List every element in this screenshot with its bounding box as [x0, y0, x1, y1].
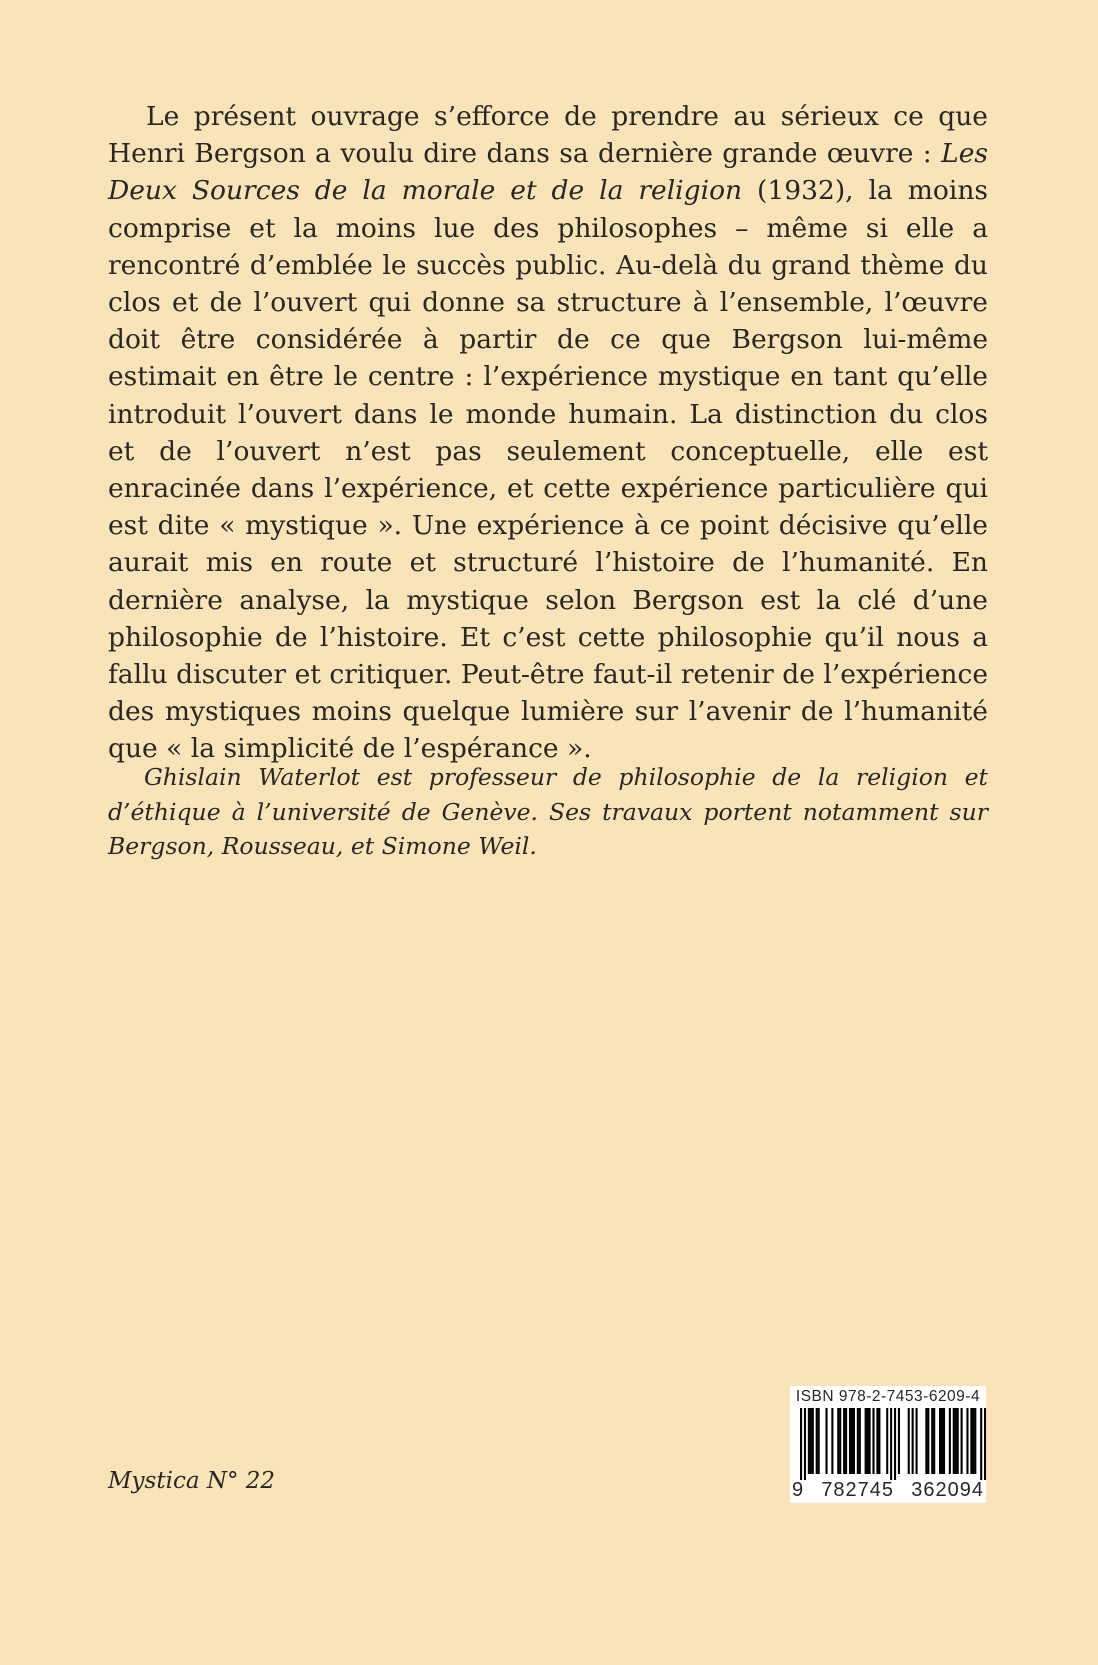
barcode-bar: [849, 1408, 851, 1474]
barcode-bar: [941, 1408, 943, 1474]
barcode-bar: [927, 1408, 929, 1474]
barcode-bar: [966, 1408, 968, 1474]
barcode-bar: [925, 1408, 927, 1474]
barcode-block: [790, 1386, 986, 1503]
barcode-bar: [955, 1408, 957, 1474]
barcode-bar: [931, 1408, 933, 1474]
barcode-bar: [808, 1408, 810, 1474]
barcode-bar: [898, 1408, 900, 1474]
barcode-digit-first: 9: [792, 1479, 805, 1501]
barcode-bar: [812, 1408, 814, 1474]
barcode-bar: [845, 1408, 847, 1474]
author-bio: Ghislain Waterlot est professeur de philosophie de la religion et d’éthique à l’université de Genève. Ses travaux portent notamment sur Bergson, Rousseau, et Simone Weil.: [108, 763, 988, 860]
isbn-label: ISBN 978-2-7453-6209-4: [795, 1388, 981, 1405]
barcode-bar: [980, 1408, 982, 1480]
barcode-bar: [818, 1408, 820, 1474]
summary-paragraph: [108, 98, 988, 768]
barcode-bar: [859, 1408, 861, 1474]
barcode-bar: [970, 1408, 972, 1474]
work-title: Les Deux Sources de la morale et de la religion: [108, 138, 988, 207]
barcode-bar: [957, 1408, 959, 1474]
barcode-bar: [894, 1408, 896, 1480]
barcode-bar: [908, 1408, 910, 1474]
barcode-bar: [876, 1408, 878, 1474]
barcode-bar: [851, 1408, 853, 1474]
barcode-bar: [843, 1408, 845, 1474]
barcode-bar: [974, 1408, 976, 1474]
barcode-bar: [810, 1408, 812, 1474]
barcode-bar: [972, 1408, 974, 1474]
barcode-bar: [816, 1408, 818, 1474]
barcode-digits-left: 782745: [821, 1479, 895, 1501]
barcode-bar: [872, 1408, 874, 1474]
barcode-bar: [949, 1408, 951, 1474]
barcode-bar: [839, 1408, 841, 1474]
barcode-bar: [984, 1408, 986, 1480]
barcode-bar: [837, 1408, 839, 1474]
barcode-bar: [867, 1408, 869, 1474]
barcode-bar: [939, 1408, 941, 1474]
barcode-bar: [890, 1408, 892, 1480]
barcode-digits: [790, 1479, 986, 1502]
barcode-bar: [953, 1408, 955, 1474]
barcode-bar: [831, 1408, 833, 1474]
barcode-bar: [933, 1408, 935, 1474]
barcode-bar: [869, 1408, 871, 1474]
barcode-bar: [804, 1408, 806, 1480]
barcode-bar: [853, 1408, 855, 1474]
barcode-bar: [943, 1408, 945, 1474]
summary-intro: Le présent ouvrage s’efforce de prendre au sérieux ce que Henri Bergson a voulu dire dans sa dernière grande œuvre :: [108, 101, 988, 170]
barcode-bar: [961, 1408, 963, 1474]
barcode-bar: [857, 1408, 859, 1474]
series-label: Mystica N° 22: [108, 1468, 276, 1494]
barcode-bar: [878, 1408, 880, 1474]
barcode-bar: [912, 1408, 914, 1474]
summary-body: (1932), la moins comprise et la moins lue des philosophes – même si elle a rencontré d’emblée le succès public. Au-delà du grand thème du clos et de l’ouvert qui donne sa structure à l’ensemble, l’œuvre doit être considérée à partir de ce que Bergson lui-même estimait en être le centre : l’expérience mystique en tant qu’elle introduit l’ouvert dans le monde humain. La distinction du clos et de l’ouvert n’est pas seulement conceptuelle, elle est enracinée dans l’expérience, et cette expérience particulière qui est dite « mystique ». Une expérience à ce point décisive qu’elle aurait mis en route et structuré l’histoire de l’humanité. En dernière analyse, la mystique selon Bergson est la clé d’une philosophie de l’histoire. Et c’est cette philosophie qu’il nous a fallu discuter et critiquer. Peut-être faut-il retenir de l’expérience des mystiques moins quelque lumière sur l’avenir de l’humanité que « la simplicité de l’espérance ».: [108, 175, 988, 765]
barcode-bar: [825, 1408, 827, 1474]
barcode-bar: [886, 1408, 888, 1474]
barcode-bar: [865, 1408, 867, 1474]
barcode-bar: [916, 1408, 918, 1474]
barcode-digits-right: 362094: [911, 1479, 984, 1501]
barcode-icon: [800, 1408, 986, 1480]
barcode-bar: [800, 1408, 802, 1480]
